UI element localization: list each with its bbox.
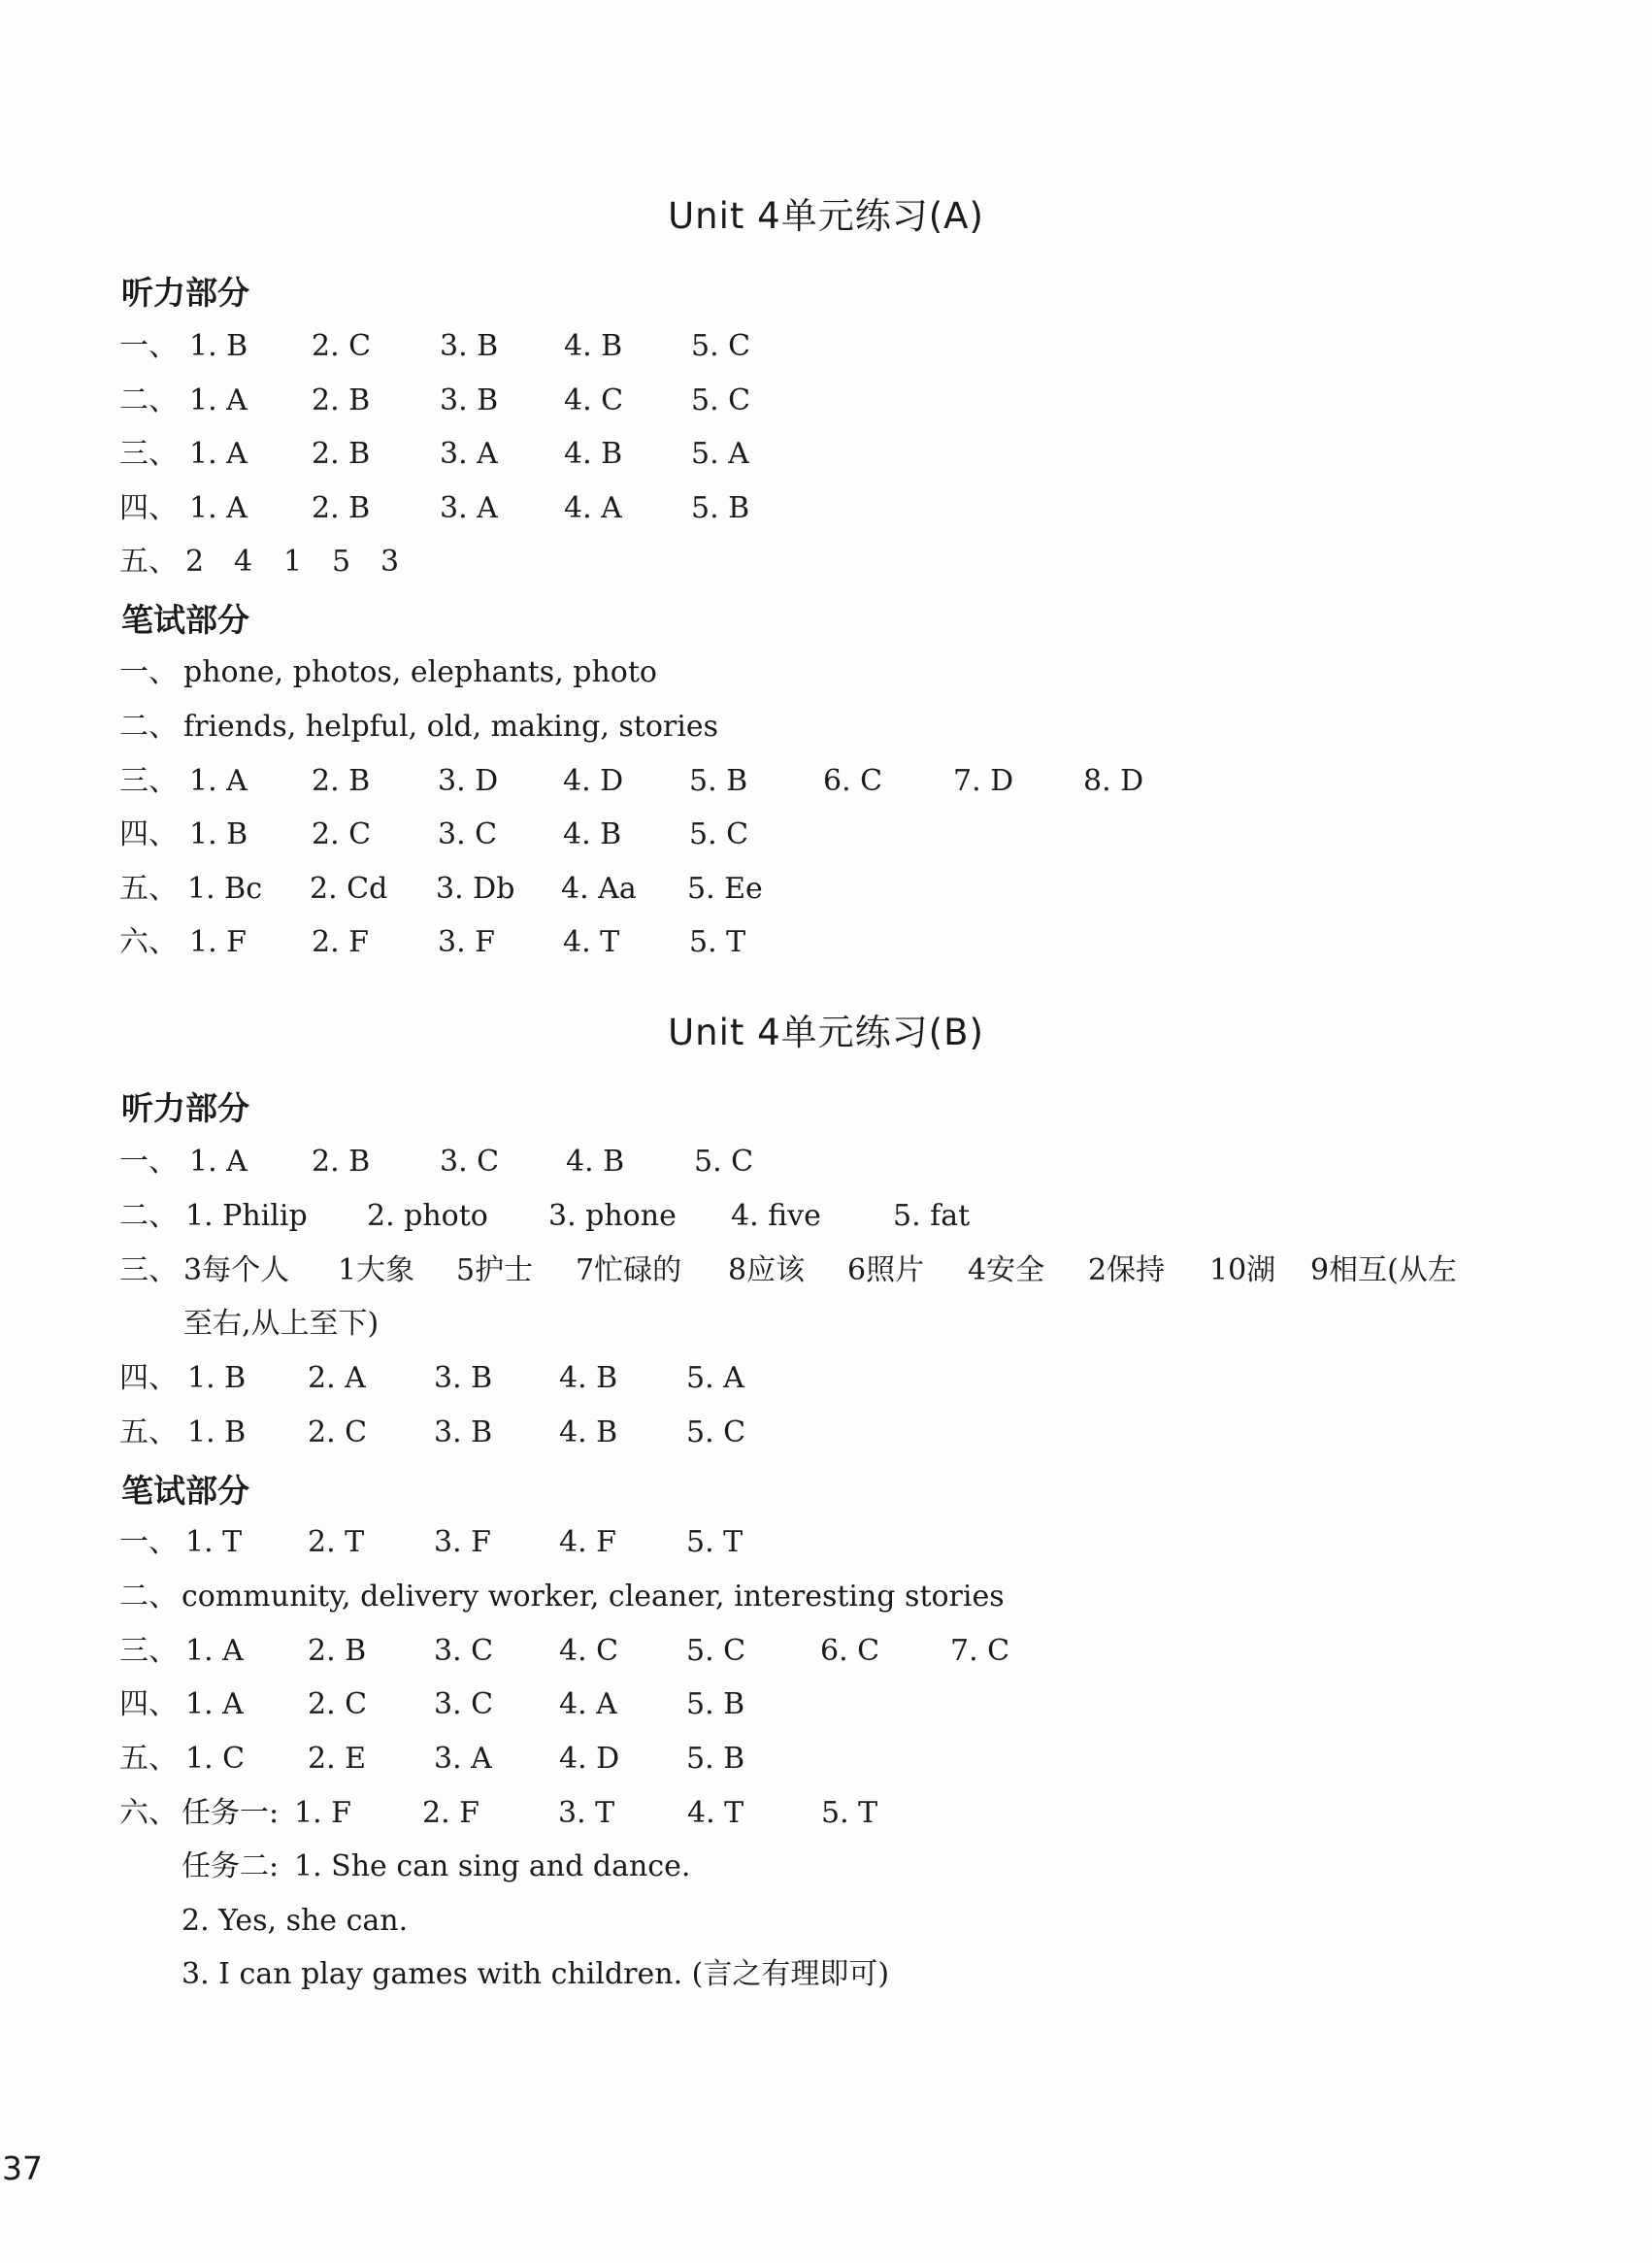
row-label: 二、	[119, 1199, 178, 1233]
answer-item: 1. Philip	[185, 1199, 308, 1233]
answer-item: 2. B	[312, 1145, 371, 1179]
answer-item: 3. phone	[548, 1199, 677, 1233]
answer-item: 2. F	[312, 925, 369, 959]
answer-item: 1. A	[189, 437, 248, 471]
answer-text: community, delivery worker, cleaner, interesting stories	[182, 1580, 1005, 1614]
answer-item: 5. C	[694, 1145, 754, 1179]
answer-item: 4. five	[731, 1199, 821, 1233]
answer-item: 3. F	[434, 1525, 491, 1559]
answer-item: 5. A	[686, 1361, 744, 1395]
row-label: 四、	[119, 1687, 178, 1721]
answer-item: 5. B	[691, 491, 750, 525]
answer-item: 5. C	[691, 383, 751, 417]
answer-item: 3. A	[440, 491, 498, 525]
answer-item: 7忙碌的	[576, 1253, 682, 1287]
row-label: 四、	[119, 1361, 178, 1395]
answer-text: 1. She can sing and dance.	[294, 1849, 691, 1883]
answer-item: 4. D	[559, 1742, 620, 1776]
row-label: 一、	[119, 1525, 178, 1559]
answer-item: 10湖	[1209, 1253, 1276, 1287]
row-label: 五、	[119, 1742, 178, 1776]
answer-item: 2	[185, 545, 205, 579]
answer-item: 2. B	[312, 383, 371, 417]
answer-item: 4. B	[559, 1415, 618, 1449]
answer-item: 8. D	[1083, 764, 1144, 798]
answer-item: 4. C	[564, 383, 624, 417]
answer-item: 2. B	[312, 764, 371, 798]
unit-a-writing-heading: 笔试部分	[121, 601, 249, 639]
row-label: 五、	[119, 1415, 178, 1449]
answer-item: 1. B	[187, 1361, 247, 1395]
answer-item: 5. C	[691, 329, 751, 363]
row-label: 一、	[119, 329, 178, 363]
answer-item: 9相互(从左	[1310, 1253, 1457, 1287]
answer-item: 6. C	[820, 1634, 880, 1668]
answer-item: 3. B	[440, 329, 499, 363]
answer-item: 5. T	[686, 1525, 743, 1559]
row-label: 三、	[119, 1634, 178, 1668]
answer-item: 4. B	[564, 329, 623, 363]
answer-item: 4安全	[968, 1253, 1045, 1287]
answer-item: 1	[283, 545, 303, 579]
answer-item: 3. D	[438, 764, 499, 798]
answer-item: 8应该	[728, 1253, 806, 1287]
page-number: 37	[2, 2149, 43, 2187]
answer-item: 4. D	[563, 764, 624, 798]
answer-item: 5. T	[689, 925, 746, 959]
task-1-label: 任务一:	[182, 1796, 280, 1830]
answer-item: 3. Db	[436, 872, 515, 906]
row-label: 五、	[119, 872, 178, 906]
answer-item: 4	[234, 545, 253, 579]
row-label: 一、	[119, 655, 178, 689]
answer-item: 4. T	[563, 925, 620, 959]
answer-item: 5. B	[689, 764, 748, 798]
unit-b-writing-heading: 笔试部分	[121, 1472, 249, 1510]
answer-item: 4. B	[564, 437, 623, 471]
answer-text: 3. I can play games with children. (言之有理即可)	[182, 1957, 890, 1991]
answer-item: 4. B	[563, 817, 622, 851]
answer-text: 至右,从上至下)	[183, 1307, 380, 1341]
answer-item: 1. B	[189, 329, 248, 363]
answer-item: 5. fat	[893, 1199, 971, 1233]
answer-item: 6照片	[847, 1253, 925, 1287]
answer-item: 5. B	[686, 1742, 745, 1776]
answer-item: 2. T	[308, 1525, 365, 1559]
answer-item: 2. B	[312, 437, 371, 471]
answer-item: 2. C	[312, 817, 372, 851]
answer-item: 3. A	[440, 437, 498, 471]
answer-item: 1. F	[294, 1796, 351, 1830]
row-label: 四、	[119, 817, 178, 851]
unit-a-listening-heading: 听力部分	[121, 274, 249, 312]
answer-item: 1. A	[189, 491, 248, 525]
answer-item: 1. A	[185, 1687, 244, 1721]
answer-item: 3. T	[558, 1796, 615, 1830]
answer-item: 6. C	[823, 764, 883, 798]
answer-item: 2. B	[312, 491, 371, 525]
answer-item: 3. C	[438, 817, 498, 851]
unit-a-title: Unit 4单元练习(A)	[668, 195, 984, 237]
answer-item: 1. F	[189, 925, 247, 959]
answer-item: 2. F	[422, 1796, 479, 1830]
answer-item: 3. C	[434, 1634, 494, 1668]
answer-item: 1大象	[338, 1253, 415, 1287]
answer-item: 5护士	[456, 1253, 534, 1287]
row-label: 四、	[119, 491, 178, 525]
answer-item: 3. A	[434, 1742, 492, 1776]
row-label: 六、	[119, 1796, 178, 1830]
row-label: 三、	[119, 437, 178, 471]
answer-item: 2. E	[308, 1742, 367, 1776]
answer-item: 5. A	[691, 437, 749, 471]
answer-item: 4. Aa	[561, 872, 637, 906]
answer-item: 2. A	[308, 1361, 366, 1395]
answer-item: 4. A	[559, 1687, 617, 1721]
row-label: 二、	[119, 383, 178, 417]
answer-item: 1. A	[189, 1145, 248, 1179]
answer-text: friends, helpful, old, making, stories	[183, 710, 718, 744]
answer-item: 3. B	[440, 383, 499, 417]
answer-item: 1. Bc	[187, 872, 263, 906]
row-label: 六、	[119, 925, 178, 959]
answer-item: 7. C	[950, 1634, 1010, 1668]
answer-item: 4. F	[559, 1525, 616, 1559]
answer-item: 3. B	[434, 1415, 493, 1449]
answer-item: 1. A	[185, 1634, 244, 1668]
answer-item: 1. B	[187, 1415, 247, 1449]
answer-item: 5. C	[689, 817, 749, 851]
answer-item: 3. C	[440, 1145, 500, 1179]
answer-item: 3. C	[434, 1687, 494, 1721]
answer-item: 3. B	[434, 1361, 493, 1395]
row-label: 三、	[119, 1253, 178, 1287]
answer-item: 3每个人	[183, 1253, 290, 1287]
answer-item: 4. B	[559, 1361, 618, 1395]
answer-item: 2保持	[1088, 1253, 1166, 1287]
row-label: 二、	[119, 710, 178, 744]
answer-text: phone, photos, elephants, photo	[183, 655, 657, 689]
answer-item: 4. A	[564, 491, 622, 525]
answer-item: 5	[332, 545, 351, 579]
answer-item: 4. B	[566, 1145, 625, 1179]
answer-item: 5. C	[686, 1415, 746, 1449]
answer-item: 1. C	[185, 1742, 246, 1776]
answer-item: 5. Ee	[687, 872, 763, 906]
answer-item: 2. B	[308, 1634, 367, 1668]
answer-item: 5. T	[821, 1796, 878, 1830]
answer-item: 4. C	[559, 1634, 619, 1668]
unit-b-title: Unit 4单元练习(B)	[668, 1012, 984, 1053]
row-label: 五、	[119, 545, 178, 579]
unit-b-listening-heading: 听力部分	[121, 1089, 249, 1127]
answer-item: 1. A	[189, 764, 248, 798]
answer-text: 2. Yes, she can.	[182, 1904, 409, 1938]
answer-item: 1. B	[189, 817, 248, 851]
answer-item: 4. T	[687, 1796, 744, 1830]
answer-item: 7. D	[953, 764, 1014, 798]
row-label: 三、	[119, 764, 178, 798]
answer-item: 3. F	[438, 925, 495, 959]
answer-item: 2. C	[312, 329, 372, 363]
answer-item: 5. B	[686, 1687, 745, 1721]
answer-item: 2. Cd	[310, 872, 388, 906]
answer-item: 2. photo	[367, 1199, 488, 1233]
answer-item: 1. T	[185, 1525, 243, 1559]
answer-item: 5. C	[686, 1634, 746, 1668]
task-2-label: 任务二:	[182, 1849, 280, 1883]
row-label: 一、	[119, 1145, 178, 1179]
answer-item: 2. C	[308, 1415, 368, 1449]
row-label: 二、	[119, 1580, 178, 1614]
answer-item: 2. C	[308, 1687, 368, 1721]
answer-item: 3	[380, 545, 400, 579]
answer-item: 1. A	[189, 383, 248, 417]
